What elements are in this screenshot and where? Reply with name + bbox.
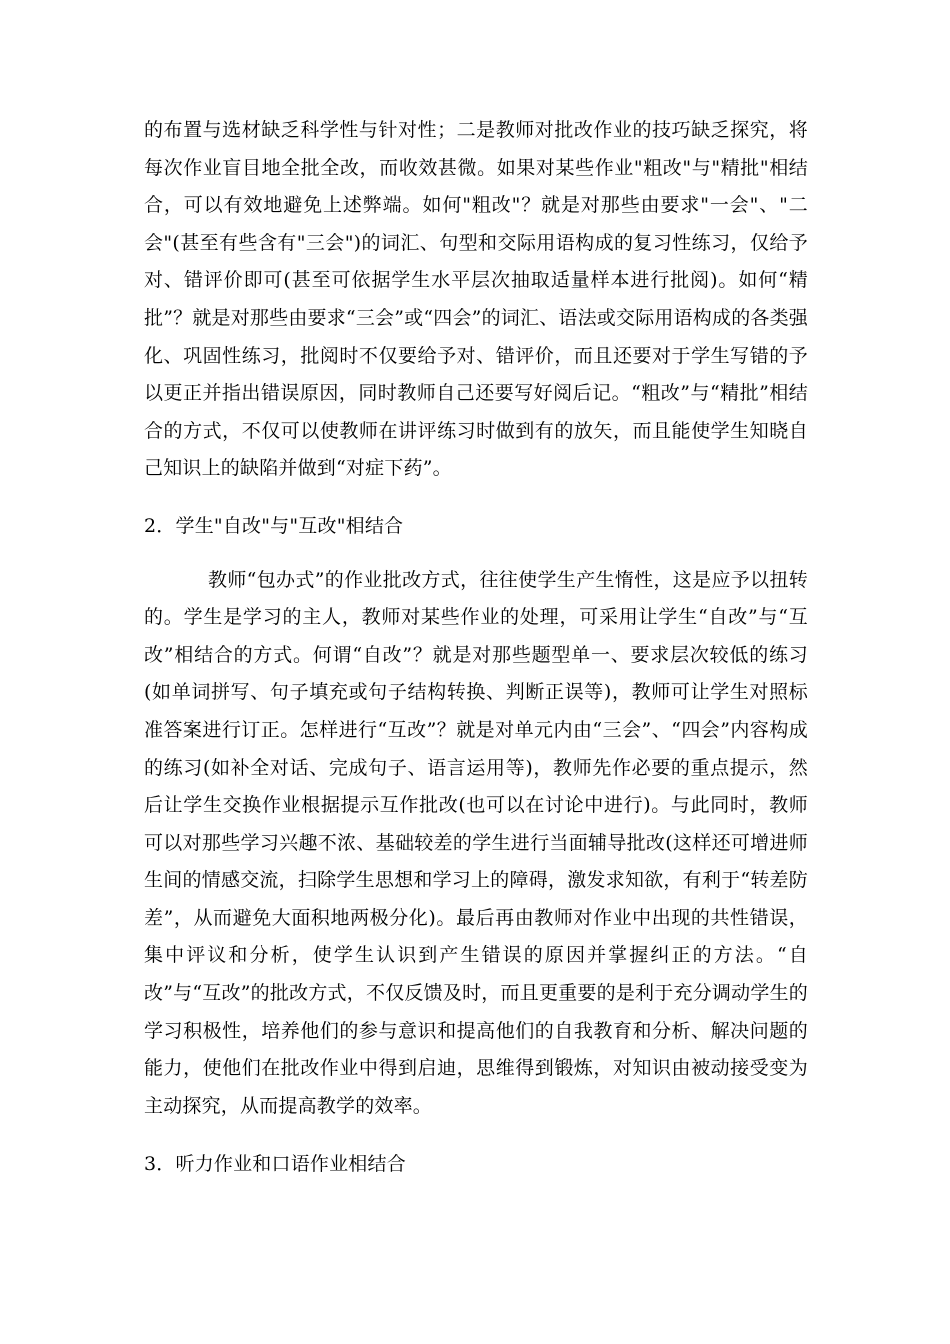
document-page — [144, 112, 808, 1184]
section-3-heading: 3．听力作业和口语作业相结合 — [144, 1153, 406, 1176]
section-2-paragraph: 教师“包办式”的作业批改方式，往往使学生产生惰性，这是应予以扭转的。学生是学习的主人，教师对某些作业的处理，可采用让学生“自改”与“互改”相结合的方式。何谓“自改”？就是对那些题型单一、要求层次较低的练习(如单词拼写、句子填充或句子结构转换、判断正误等)，教师可让学生对照标准答案进行订正。怎样进行“互改”？就是对单元内由“三会”、“四会”内容构成的练习(如补全对话、完成句子、语言运用等)，教师先作必要的重点提示，然后让学生交换作业根据提示互作批改(也可以在讨论中进行)。与此同时，教师可以对那些学习兴趣不浓、基础较差的学生进行当面辅导批改(这样还可增进师生间的情感交流，扫除学生思想和学习上的障碍，激发求知欲，有利于“转差防差”，从而避免大面积地两极分化)。最后再由教师对作业中出现的共性错误，集中评议和分析，使学生认识到产生错误的原因并掌握纠正的方法。“自改”与“互改”的批改方式，不仅反馈及时，而且更重要的是利于充分调动学生的学习积极性，培养他们的参与意识和提高他们的自我教育和分析、解决问题的能力，使他们在批改作业中得到启迪，思维得到锻炼，对知识由被动接受变为主动探究，从而提高教学的效率。 — [144, 568, 808, 1117]
intro-paragraph: 的布置与选材缺乏科学性与针对性；二是教师对批改作业的技巧缺乏探究，将每次作业盲目地全批全改，而收效甚微。如果对某些作业"粗改"与"精批"相结合，可以有效地避免上述弊端。如何"粗改"？就是对那些由要求"一会"、"二会"(甚至有些含有"三会")的词汇、句型和交际用语构成的复习性练习，仅给予对、错评价即可(甚至可依据学生水平层次抽取适量样本进行批阅)。如何“精批”？就是对那些由要求“三会”或“四会”的词汇、语法或交际用语构成的各类强化、巩固性练习，批阅时不仅要给予对、错评价，而且还要对于学生写错的予以更正并指出错误原因，同时教师自己还要写好阅后记。“粗改”与“精批”相结合的方式，不仅可以使教师在讲评练习时做到有的放矢，而且能使学生知晓自己知识上的缺陷并做到“对症下药”。 — [144, 119, 808, 480]
section-2-heading: 2．学生"自改"与"互改"相结合 — [144, 514, 404, 537]
